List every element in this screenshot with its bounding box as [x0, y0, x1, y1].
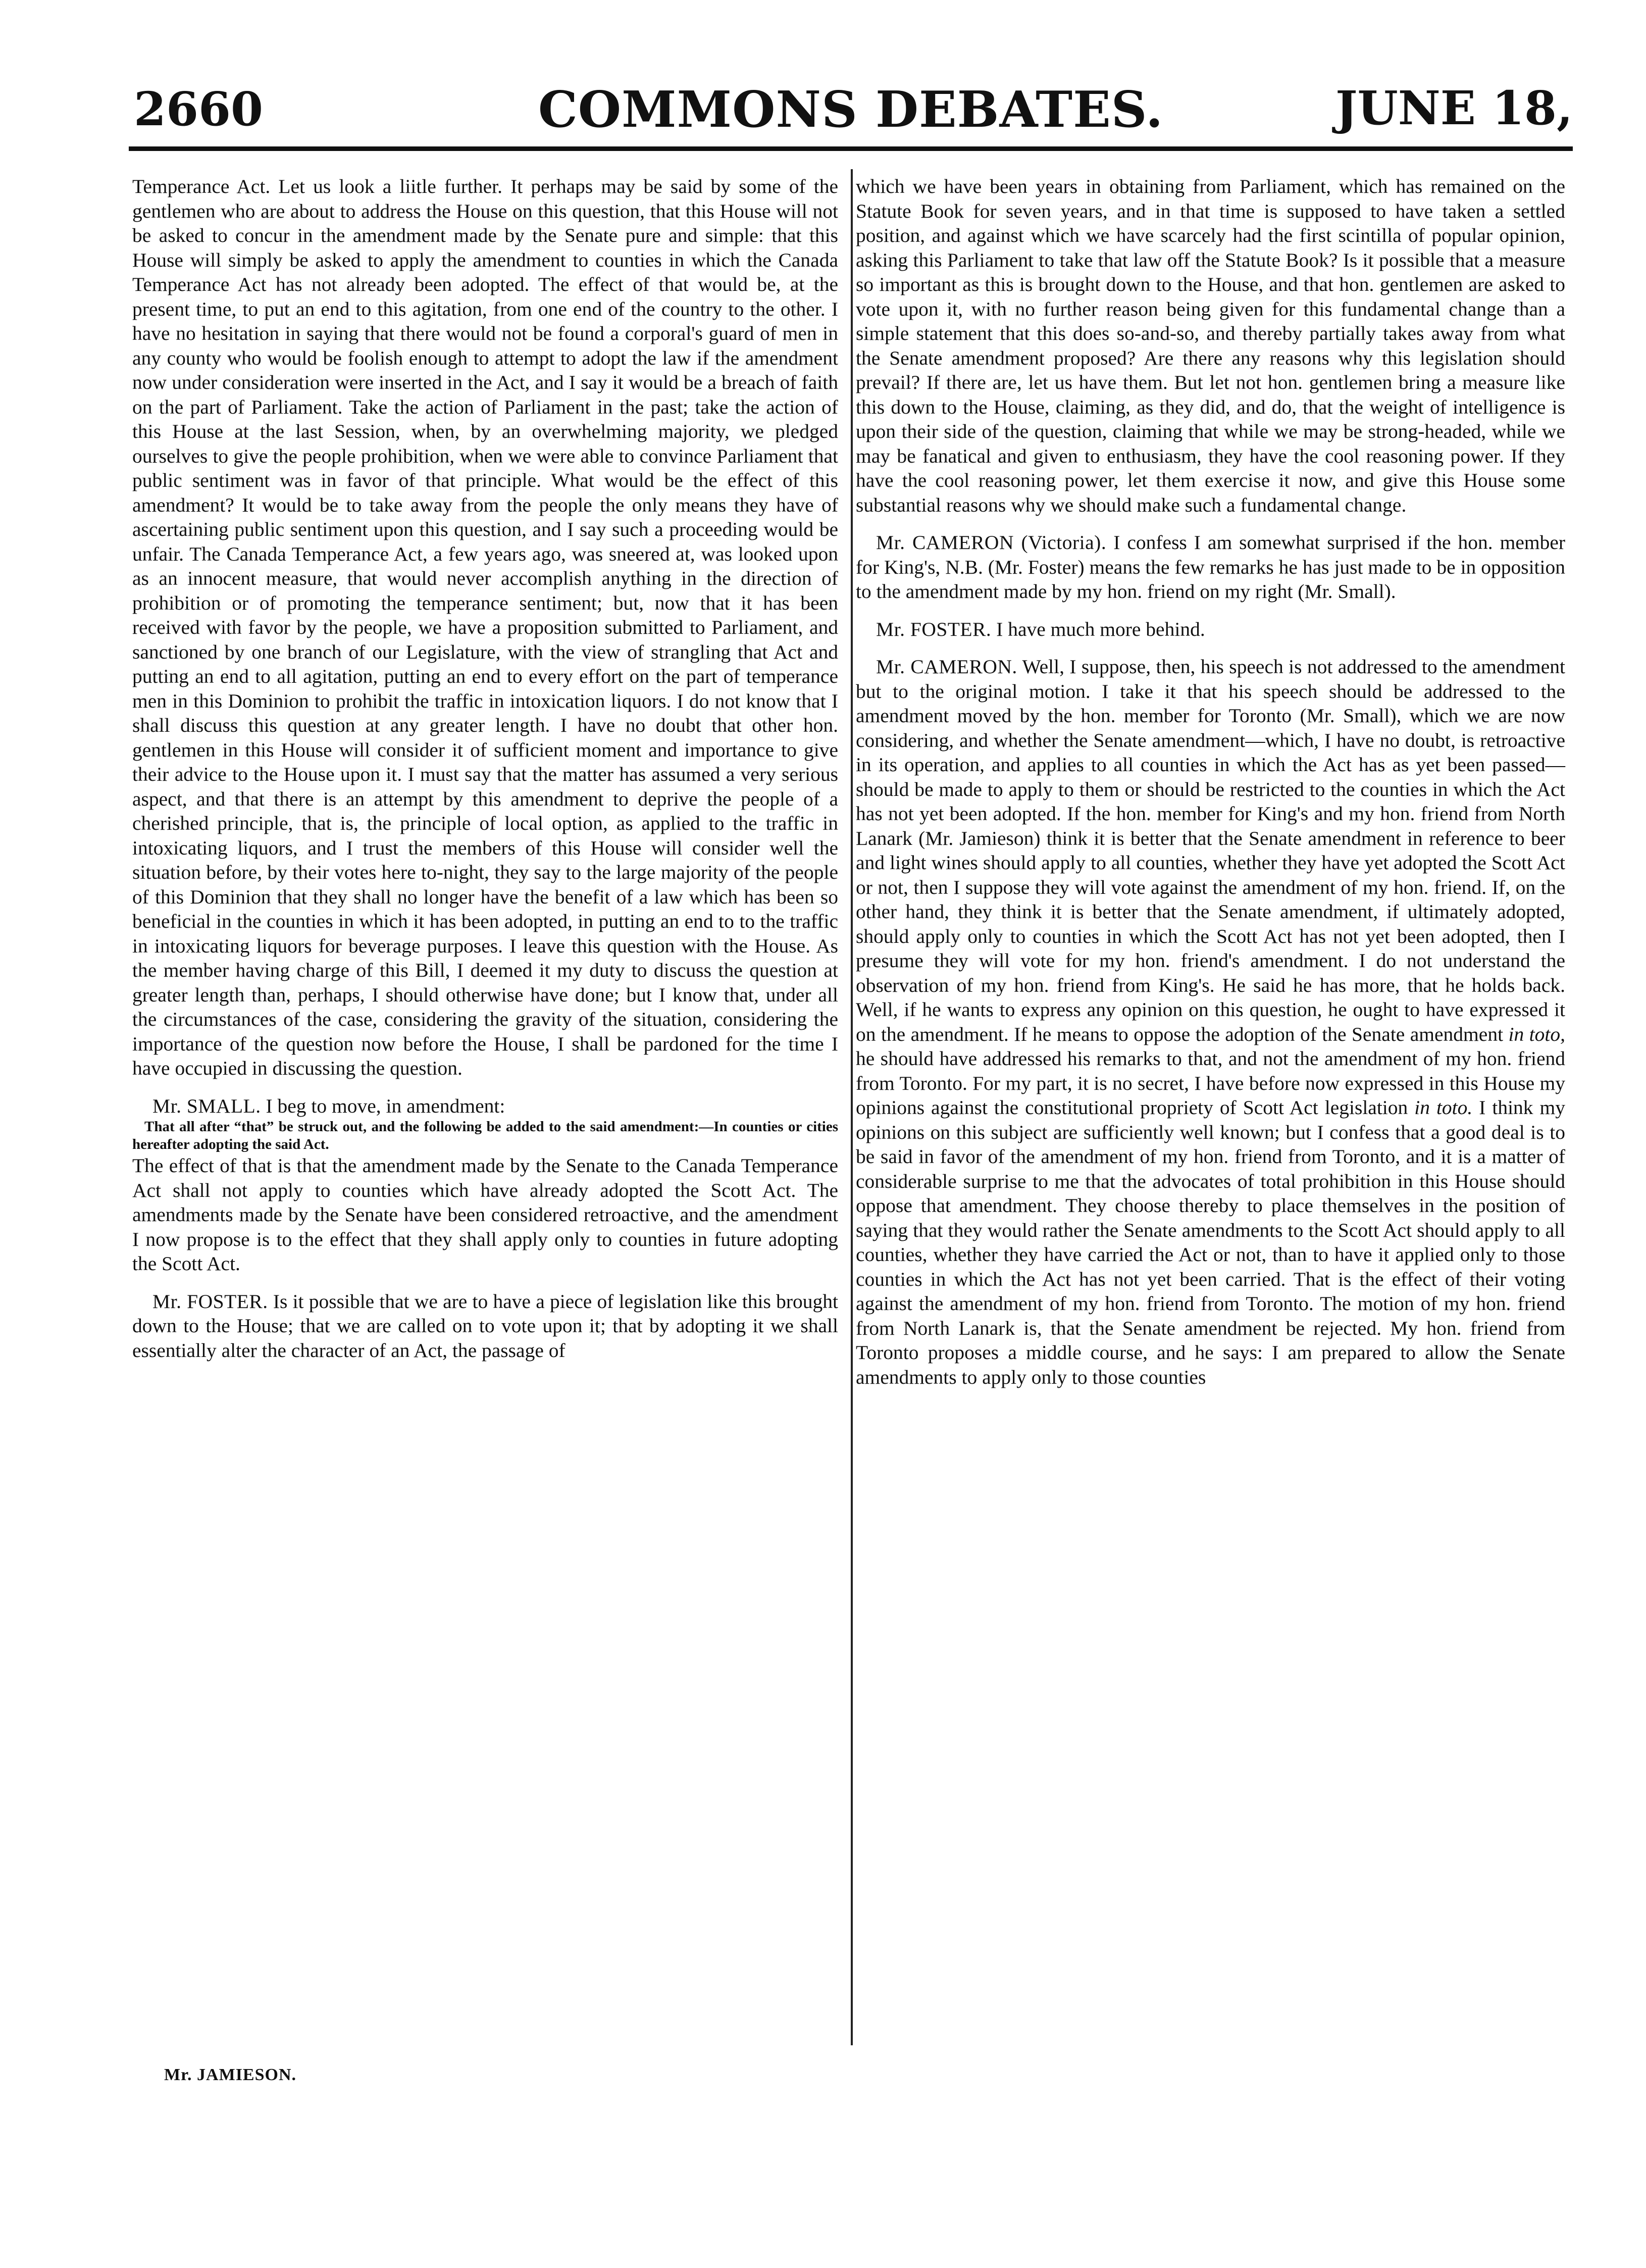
speaker-name: Mr. FOSTER.: [152, 1290, 268, 1313]
speech-cameron-victoria: [856, 530, 1565, 604]
left-column: [132, 174, 838, 1363]
speaker-name: Mr. SMALL.: [152, 1094, 261, 1117]
column-divider: [851, 169, 853, 2045]
speech-foster: [132, 1289, 838, 1363]
speech-text: I beg to move, in amendment:: [266, 1094, 505, 1117]
paragraph: Temperance Act. Let us look a liitle further. It perhaps may be said by some of the gentlemen who are about to address the House on this question, that this House will not be asked to concur in the amendment made by the Senate pure and simple: that this House will simply be asked to apply the amendment to counties in which the Canada Temperance Act has not already been adopted. The effect of that would be, at the present time, to put an end to this agitation, from one end of the country to the other. I have no hesitation in saying that there would not be found a corporal's guard of men in any county who would be foolish enough to attempt to adopt the law if the amendment now under consideration were inserted in the Act, and I say it would be a breach of faith on the part of Parliament. Take the action of Parliament in the past; take the action of this House at the last Session, when, by an overwhelming majority, we pledged ourselves to give the people prohibition, when we were able to convince Parliament that public sentiment was in favor of that principle. What would be the effect of this amendment? It would be to take away from the people the only means they have of ascertaining public sentiment upon this question, and I say such a proceeding would be unfair. The Canada Temperance Act, a few years ago, was sneered at, was looked upon as an innocent measure, that would never accomplish anything in the direction of prohibition or of promoting the temperance sentiment; but, now that it has been received with favor by the people, we have a proposition submitted to Parliament, and sanctioned by one branch of our Legislature, with the view of strangling that Act and putting an end to all agitation, putting an end to every effort on the part of temperance men in this Dominion to prohibit the traffic in intoxication liquors. I do not know that I shall discuss this question at any greater length. I have no doubt that other hon. gentlemen in this House will consider it of sufficient moment and importance to give their advice to the House upon it. I must say that the matter has assumed a very serious aspect, and that there is an attempt by this amendment to deprive the people of a cherished principle, that is, the principle of local option, as applied to the traffic in intoxicating liquors, and I trust the members of this House will consider well the situation before, by their votes here to-night, they say to the large majority of the people of this Dominion that they shall no longer have the benefit of a law which has been so beneficial in the counties in which it has been adopted, in putting an end to to the traffic in intoxicating liquors for beverage purposes. I leave this question with the House. As the member having charge of this Bill, I deemed it my duty to discuss the question at greater length than, perhaps, I should otherwise have done; but I know that, under all the circumstances of the case, considering the gravity of the situation, considering the importance of the question now before the House, I shall be pardoned for the time I have occupied in discussing the question.: [132, 175, 838, 1079]
speaker-name: Mr. FOSTER.: [876, 618, 992, 640]
catchword: Mr. JAMIESON.: [164, 2065, 297, 2084]
speaker-name: Mr. CAMERON.: [876, 656, 1017, 678]
italic-phrase: in toto,: [1508, 1023, 1565, 1045]
speech-text: Well, I suppose, then, his speech is not addressed to the amendment but to the original motion. I take it that his speech should be addressed to the amendment moved by the hon. member for Toronto (Mr. Small), which we are now considering, and whether the Senate amendment—which, I have no doubt, is retroactive in its operation, and applies to all counties in which the Act has as yet been passed—should be made to apply to them or should be restricted to the counties in which the Act has not yet been adopted. If the hon. member for King's and my hon. friend from North Lanark (Mr. Jamieson) think it is better that the Senate amendment in reference to beer and light wines should apply to all counties, whether they have yet adopted the Scott Act or not, then I suppose they will vote against the amendment of my hon. friend. If, on the other hand, they think it is better that the Senate amendment, if ultimately adopted, should apply only to counties in which the Scott Act has not yet been adopted, then I presume they will vote for my hon. friend's amendment. I do not understand the observation of my hon. friend from King's. He said he has more, that he holds back. Well, if he wants to express any opinion on this question, he ought to have expressed it on the amendment. If he means to oppose the adoption of the Senate amendment: [856, 656, 1565, 1045]
header-rule: [129, 146, 1573, 151]
speech-text: Is it possible that we are to have a piece of legislation like this brought down to the House; that we are called on to vote upon it; that by adopting it we shall essentially alter the character of an Act, the passage of: [132, 1290, 838, 1362]
italic-phrase: in toto.: [1414, 1096, 1473, 1119]
paragraph: which we have been years in obtaining from Parliament, which has remained on the Statute Book for seven years, and in that time is supposed to have taken a settled position, and against which we have scarcely had the first scintilla of popular opinion, asking this Parliament to take that law off the Statute Book? Is it possible that a measure so important as this is brought down to the House, and that hon. gentlemen are asked to vote upon it, with no further reason being given for this fundamental change than a simple statement that this does so-and-so, and thereby partially takes away from what the Senate amendment proposed? Are there any reasons why this legislation should prevail? If there are, let us have them. But let not hon. gentlemen bring a measure like this down to the House, claiming, as they did, and do, that the weight of intelligence is upon their side of the question, claiming that while we may be strong-headed, while we may be fanatical and given to enthusiasm, they have the cool reasoning power. If they have the cool reasoning power, let them exercise it now, and give this House some substantial reasons why we should make such a fundamental change.: [856, 175, 1565, 516]
paragraph: The effect of that is that the amendment made by the Senate to the Canada Temperance Act shall not apply to counties which have already adopted the Scott Act. The amendments made by the Senate have been considered retroactive, and the amendment I now propose is to the effect that they shall apply only to counties in future adopting the Scott Act.: [132, 1154, 838, 1275]
page-date: JUNE 18,: [1335, 81, 1573, 135]
page-header: [129, 76, 1573, 141]
speech-text: he should have addressed his remarks to that, and not the amendment of my hon. friend from Toronto. For my part, it is no secret, I have before now expressed in this House my opinions against the constitutional propriety of Scott Act legislation: [856, 1047, 1565, 1119]
speaker-name: Mr. CAMERON (Victoria).: [876, 531, 1107, 553]
right-column: [856, 174, 1565, 1389]
speech-text: I have much more behind.: [996, 618, 1205, 640]
page-number: 2660: [134, 82, 264, 136]
speech-foster-reply: [856, 617, 1565, 642]
page-title: COMMONS DEBATES.: [538, 81, 1164, 139]
amendment-text: That all after “that” be struck out, and the following be added to the said amendment:—In counties or cities hereafter adopting the said Act.: [132, 1119, 838, 1152]
speech-text: I think my opinions on this subject are sufficiently well known; but I confess that a good deal is to be said in favor of the amendment of my hon. friend from Toronto, and it is a matter of considerable surprise to me that the advocates of total prohibition in this House should oppose that amendment. They choose thereby to place themselves in the position of saying that they would rather the Senate amendments to the Scott Act should apply to all counties, whether they have carried the Act or not, than to have it applied only to those counties in which the Act has not yet been carried. That is the effect of their voting against the amendment of my hon. friend from Toronto. The motion of my hon. friend from North Lanark is, that the Senate amendment be rejected. My hon. friend from Toronto proposes a middle course, and he says: I am prepared to allow the Senate amendments to apply only to those counties: [856, 1096, 1565, 1388]
speech-text: I confess I am somewhat surprised if the hon. member for King's, N.B. (Mr. Foster) means the few remarks he has just made to be in opposition to the amendment made by my hon. friend on my right (Mr. Small).: [856, 531, 1566, 602]
speech-small: [132, 1094, 838, 1119]
speech-cameron: [856, 654, 1565, 1389]
